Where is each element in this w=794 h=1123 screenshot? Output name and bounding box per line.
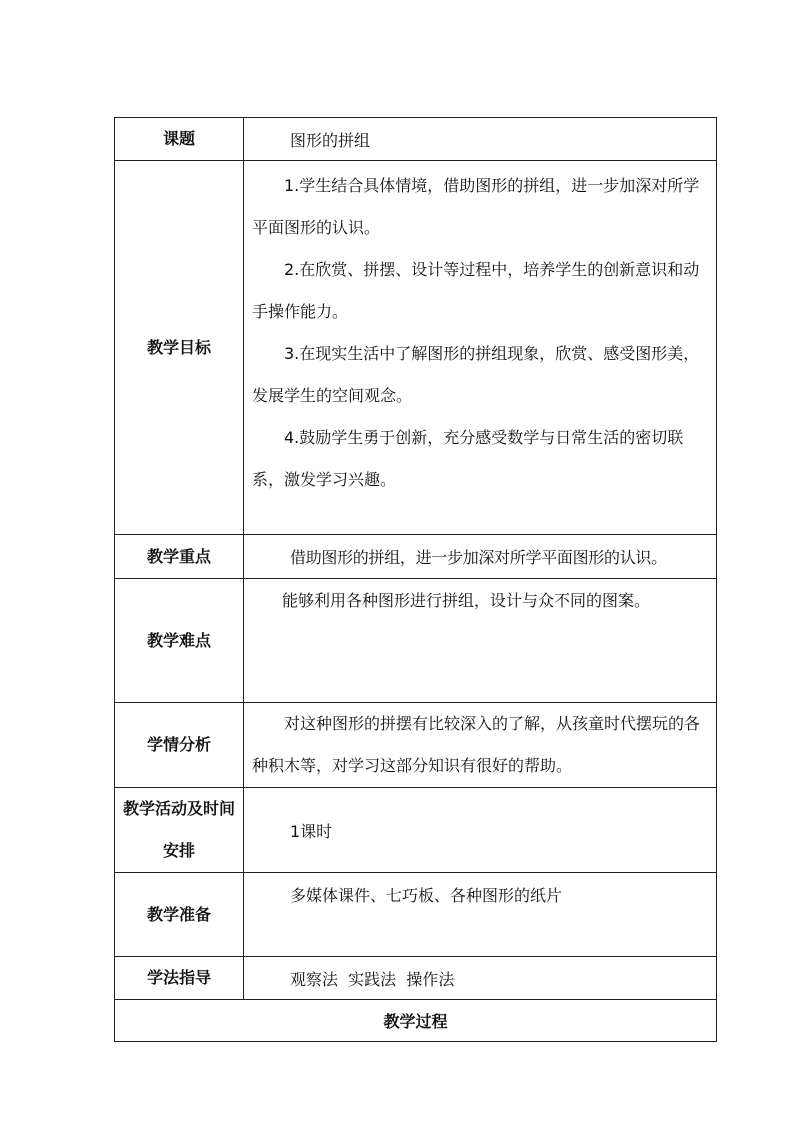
preparation-value: 多媒体课件、七巧板、各种图形的纸片: [290, 886, 563, 905]
row-preparation: [115, 873, 717, 957]
analysis-cell: [244, 703, 717, 788]
row-key-points: [115, 535, 717, 579]
goal-item-1: 1.学生结合具体情境，借助图形的拼组，进一步加深对所学平面图形的认识。: [252, 176, 700, 237]
analysis-label: 学情分析: [115, 703, 244, 788]
key-points-cell: [244, 535, 717, 579]
row-process: [115, 1000, 717, 1042]
difficulties-label: 教学难点: [115, 579, 244, 703]
schedule-cell: [244, 788, 717, 873]
preparation-cell: [244, 873, 717, 957]
difficulties-cell: [244, 579, 717, 703]
preparation-label: 教学准备: [115, 873, 244, 957]
difficulties-value: 能够利用各种图形进行拼组，设计与众不同的图案。: [282, 591, 651, 610]
goal-item-4: 4.鼓励学生勇于创新，充分感受数学与日常生活的密切联系，激发学习兴趣。: [252, 428, 684, 489]
row-difficulties: [115, 579, 717, 703]
goal-item-2: 2.在欣赏、拼摆、设计等过程中，培养学生的创新意识和动手操作能力。: [252, 260, 700, 321]
goals-cell: [244, 161, 717, 535]
schedule-label-cell: [115, 788, 244, 873]
schedule-label: 教学活动及时间安排: [122, 799, 235, 860]
methods-label: 学法指导: [115, 957, 244, 1000]
methods-value: 观察法 实践法 操作法: [290, 969, 455, 989]
key-points-value: 借助图形的拼组，进一步加深对所学平面图形的认识。: [290, 548, 667, 567]
row-title: [115, 118, 717, 161]
row-analysis: [115, 703, 717, 788]
analysis-value: 对这种图形的拼摆有比较深入的了解，从孩童时代摆玩的各种积木等，对学习这部分知识有很好的帮助。: [252, 714, 701, 775]
goal-item-3: 3.在现实生活中了解图形的拼组现象，欣赏、感受图形美，发展学生的空间观念。: [252, 344, 700, 405]
row-methods: [115, 957, 717, 1000]
row-schedule: [115, 788, 717, 873]
schedule-value: 1课时: [290, 821, 333, 841]
row-goals: [115, 161, 717, 535]
process-heading: 教学过程: [115, 1000, 717, 1042]
title-value-cell: [244, 118, 717, 161]
methods-cell: [244, 957, 717, 1000]
goals-label: 教学目标: [115, 161, 244, 535]
title-value: 图形的拼组: [290, 130, 371, 150]
title-label: 课题: [115, 118, 244, 161]
key-points-label: 教学重点: [115, 535, 244, 579]
lesson-plan-table: [114, 117, 717, 1042]
